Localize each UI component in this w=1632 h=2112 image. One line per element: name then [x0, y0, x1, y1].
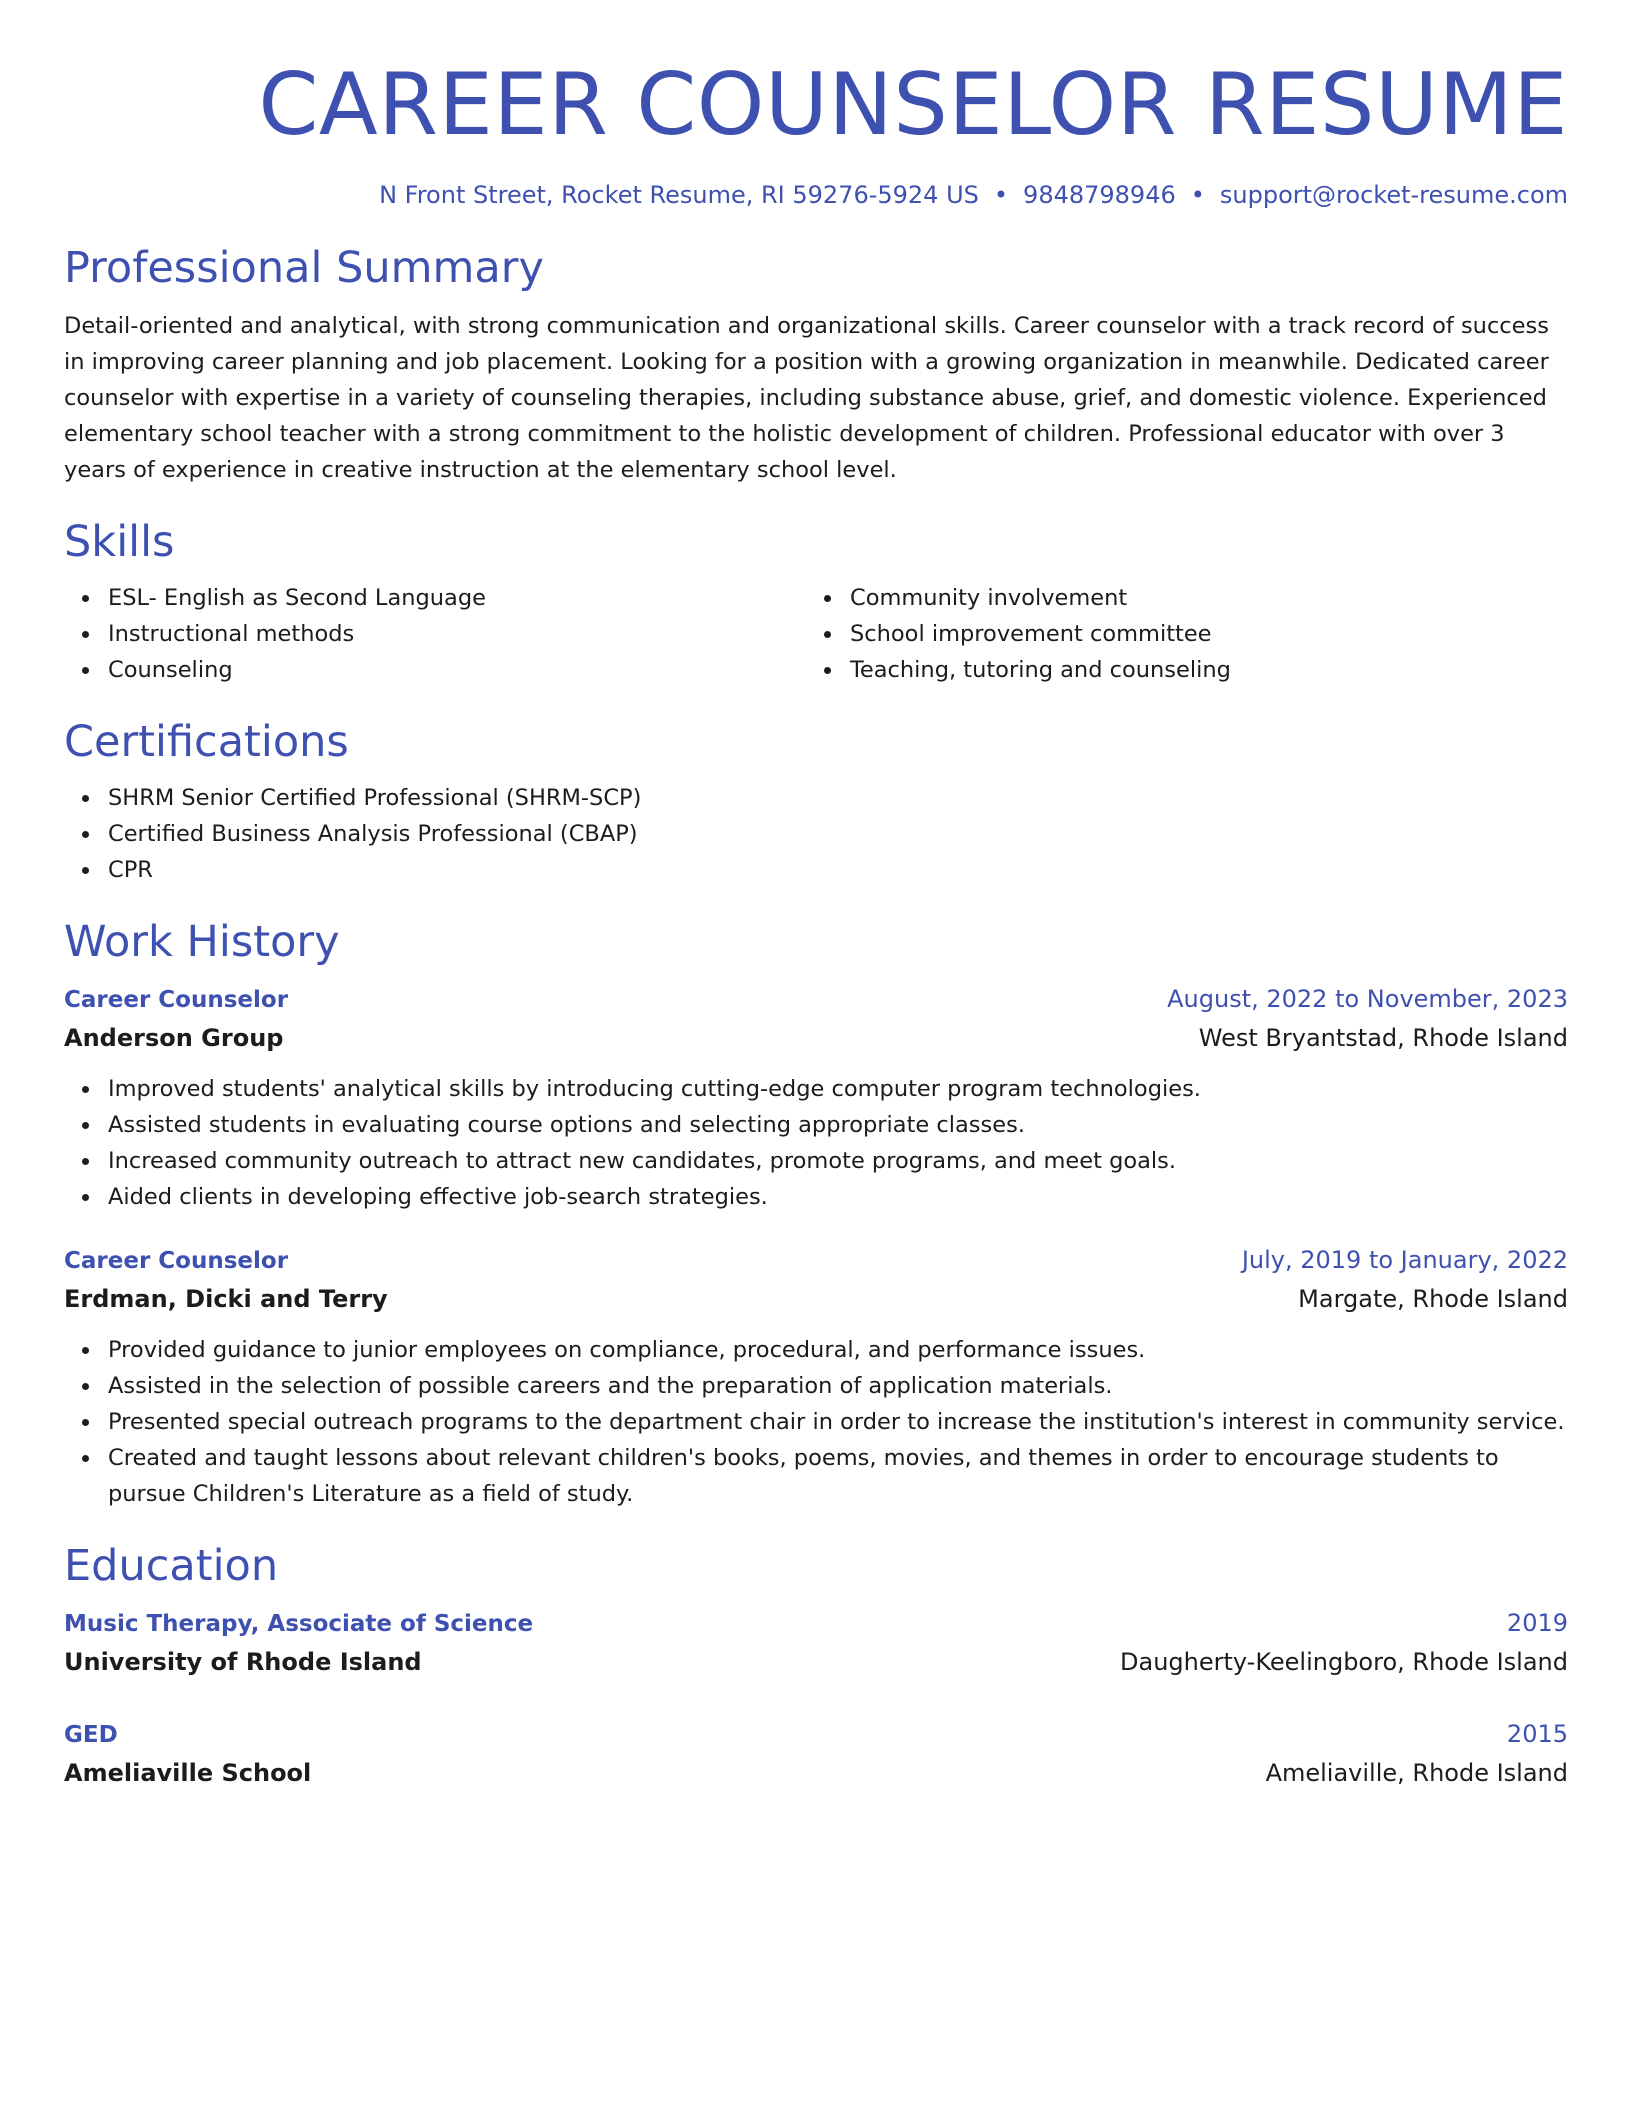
education-entry: [64, 1604, 1568, 1681]
education-school: University of Rhode Island: [64, 1648, 422, 1676]
education-heading: Education: [64, 1541, 279, 1591]
skill-item: Community involvement: [850, 580, 1568, 616]
skill-item: Counseling: [108, 652, 806, 688]
job-company: Anderson Group: [64, 1024, 284, 1052]
education-location: Ameliaville, Rhode Island: [1265, 1759, 1568, 1787]
education-entry: [64, 1715, 1568, 1792]
job-duties: [64, 1332, 1568, 1512]
job-duties: [64, 1071, 1568, 1215]
job-header-row: [64, 1241, 1568, 1280]
skills-section: [64, 514, 1568, 688]
job-duty: Aided clients in developing effective job-search strategies.: [108, 1179, 1568, 1215]
skill-item: ESL- English as Second Language: [108, 580, 806, 616]
work-history-section: [64, 914, 1568, 1512]
education-degree: GED: [64, 1722, 118, 1748]
job-header-row: [64, 980, 1568, 1019]
job-duty: Provided guidance to junior employees on compliance, procedural, and performance issues.: [108, 1332, 1568, 1368]
job-duty: Assisted in the selection of possible careers and the preparation of application materials.: [108, 1368, 1568, 1404]
education-school-row: [64, 1754, 1568, 1792]
education-school: Ameliaville School: [64, 1759, 312, 1787]
skills-list-right: [806, 580, 1568, 688]
education-section: [64, 1538, 1568, 1792]
education-degree: Music Therapy, Associate of Science: [64, 1611, 534, 1637]
skill-item: Instructional methods: [108, 616, 806, 652]
job-location: West Bryantstad, Rhode Island: [1198, 1024, 1568, 1052]
education-school-row: [64, 1643, 1568, 1681]
job-duty: Created and taught lessons about relevant children's books, poems, movies, and themes in order to encourage students to pursue Children's Literature as a field of study.: [108, 1440, 1568, 1512]
job-company-row: [64, 1280, 1568, 1318]
skills-heading: Skills: [64, 517, 175, 567]
job-title: Career Counselor: [64, 1248, 289, 1274]
job-duty: Presented special outreach programs to the department chair in order to increase the institution's interest in community service.: [108, 1404, 1568, 1440]
job-duty: Increased community outreach to attract new candidates, promote programs, and meet goals.: [108, 1143, 1568, 1179]
job-dates: August, 2022 to November, 2023: [1167, 985, 1568, 1013]
contact-address: N Front Street, Rocket Resume, RI 59276-5924 US: [379, 181, 979, 209]
resume-header: [64, 0, 1568, 212]
skills-list-left: [64, 580, 806, 688]
skill-item: Teaching, tutoring and counseling: [850, 652, 1568, 688]
summary-heading: Professional Summary: [64, 243, 544, 293]
certification-item: SHRM Senior Certified Professional (SHRM-SCP): [108, 780, 1568, 816]
certification-item: CPR: [108, 852, 1568, 888]
skills-grid: [64, 570, 1568, 688]
summary-text: Detail-oriented and analytical, with strong communication and organizational skills. Career counselor with a track record of success in improving career planning and job placement. Looking for a position with a growing organization in meanwhile. Dedicated career counselor with expertise in a variety of counseling therapies, including substance abuse, grief, and domestic violence. Experienced elementary school teacher with a strong commitment to the holistic development of children. Professional educator with over 3 years of experience in creative instruction at the elementary school level.: [64, 313, 1549, 483]
skill-item: School improvement committee: [850, 616, 1568, 652]
education-year: 2015: [1506, 1720, 1568, 1748]
certifications-heading: Certifications: [64, 717, 349, 767]
education-degree-row: [64, 1604, 1568, 1643]
job-company-row: [64, 1019, 1568, 1057]
contact-phone: 9848798946: [1023, 181, 1176, 209]
contact-line: [64, 178, 1568, 212]
work-history-heading: Work History: [64, 917, 340, 967]
job-duty: Assisted students in evaluating course options and selecting appropriate classes.: [108, 1107, 1568, 1143]
education-year: 2019: [1506, 1609, 1568, 1637]
education-location: Daugherty-Keelingboro, Rhode Island: [1120, 1648, 1568, 1676]
contact-email[interactable]: support@rocket-resume.com: [1219, 181, 1568, 209]
resume-title: CAREER COUNSELOR RESUME: [258, 55, 1568, 155]
certifications-list: [64, 780, 1568, 888]
education-degree-row: [64, 1715, 1568, 1754]
job-title: Career Counselor: [64, 987, 289, 1013]
job-dates: July, 2019 to January, 2022: [1241, 1246, 1568, 1274]
certification-item: Certified Business Analysis Professional (CBAP): [108, 816, 1568, 852]
job-entry: [64, 1241, 1568, 1512]
job-entry: [64, 980, 1568, 1215]
certifications-section: [64, 714, 1568, 888]
contact-separator: •: [993, 181, 1009, 209]
contact-separator: •: [1190, 181, 1205, 209]
summary-section: [64, 240, 1568, 488]
job-company: Erdman, Dicki and Terry: [64, 1285, 388, 1313]
job-location: Margate, Rhode Island: [1298, 1285, 1568, 1313]
job-duty: Improved students' analytical skills by introducing cutting-edge computer program technologies.: [108, 1071, 1568, 1107]
